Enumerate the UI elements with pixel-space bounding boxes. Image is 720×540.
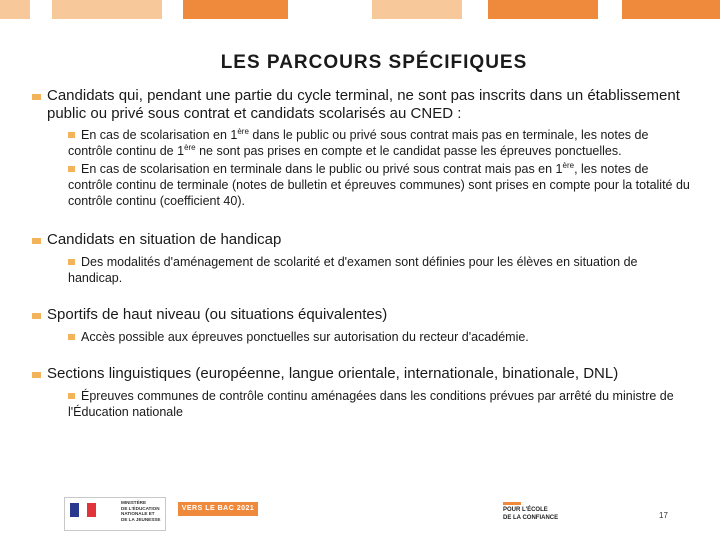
bullet-icon [68,259,75,265]
bullet-icon [68,393,75,399]
confiance-logo [503,502,593,528]
top-decor-bar [0,0,30,19]
sub-item: En cas de scolarisation en 1ère dans le public ou privé sous contrat mais pas en terminale, les notes de contrôle continu de 1ère ne sont pas prises en compte et le candidat passe les épreuves ponctuelles. [68,126,649,158]
bullet-icon [32,313,41,319]
bullet-icon [32,238,41,244]
section-heading: Sections linguistiques (européenne, langue orientale, internationale, binationale, DNL) [32,365,692,383]
slogan-text: POUR L'ÉCOLE DE LA CONFIANCE [503,507,559,521]
top-decor-bar [372,0,462,19]
section-heading: Candidats qui, pendant une partie du cycle terminal, ne sont pas inscrits dans un établissement public ou privé sous contrat et candidats scolarisés au CNED : [32,87,692,123]
bac-badge: VERS LE BAC 2021 [178,502,258,516]
section-heading: Candidats en situation de handicap [32,231,692,249]
slide-content [32,87,692,420]
top-decor-bar [622,0,720,19]
top-decor-bar [52,0,162,19]
french-flag-icon [70,503,96,517]
sub-item: En cas de scolarisation en terminale dans le public ou privé sous contrat mais pas en 1ère, les notes de contrôle continu de terminale (notes de bulletin et épreuves communes) sont prises en compte pour la totalité du contrôle continu (coefficient 40). [68,160,690,208]
sub-item: Accès possible aux épreuves ponctuelles sur autorisation du recteur d'académie. [32,329,692,345]
top-decor-bar [183,0,288,19]
slide-title: LES PARCOURS SPÉCIFIQUES [220,52,528,73]
top-decor-bar [488,0,598,19]
bullet-icon [32,94,41,100]
sub-item: Des modalités d'aménagement de scolarité et d'examen sont définies pour les élèves en situation de handicap. [68,255,638,285]
page-number: 17 [659,511,668,520]
bullet-icon [68,334,75,340]
section-heading: Sportifs de haut niveau (ou situations équivalentes) [32,306,692,324]
bullet-icon [68,132,75,138]
sub-item: Épreuves communes de contrôle continu aménagées dans les conditions prévues par arrêté du ministre de l'Éducation nationale [68,389,674,419]
bullet-icon [68,166,75,172]
logo-accent-bar [503,502,521,505]
ministry-logo [64,497,166,531]
ministry-name: MINISTÈRE DE L'ÉDUCATION NATIONALE ET DE LA JEUNESSE [121,500,161,522]
footer [0,495,720,540]
bullet-icon [32,372,41,378]
